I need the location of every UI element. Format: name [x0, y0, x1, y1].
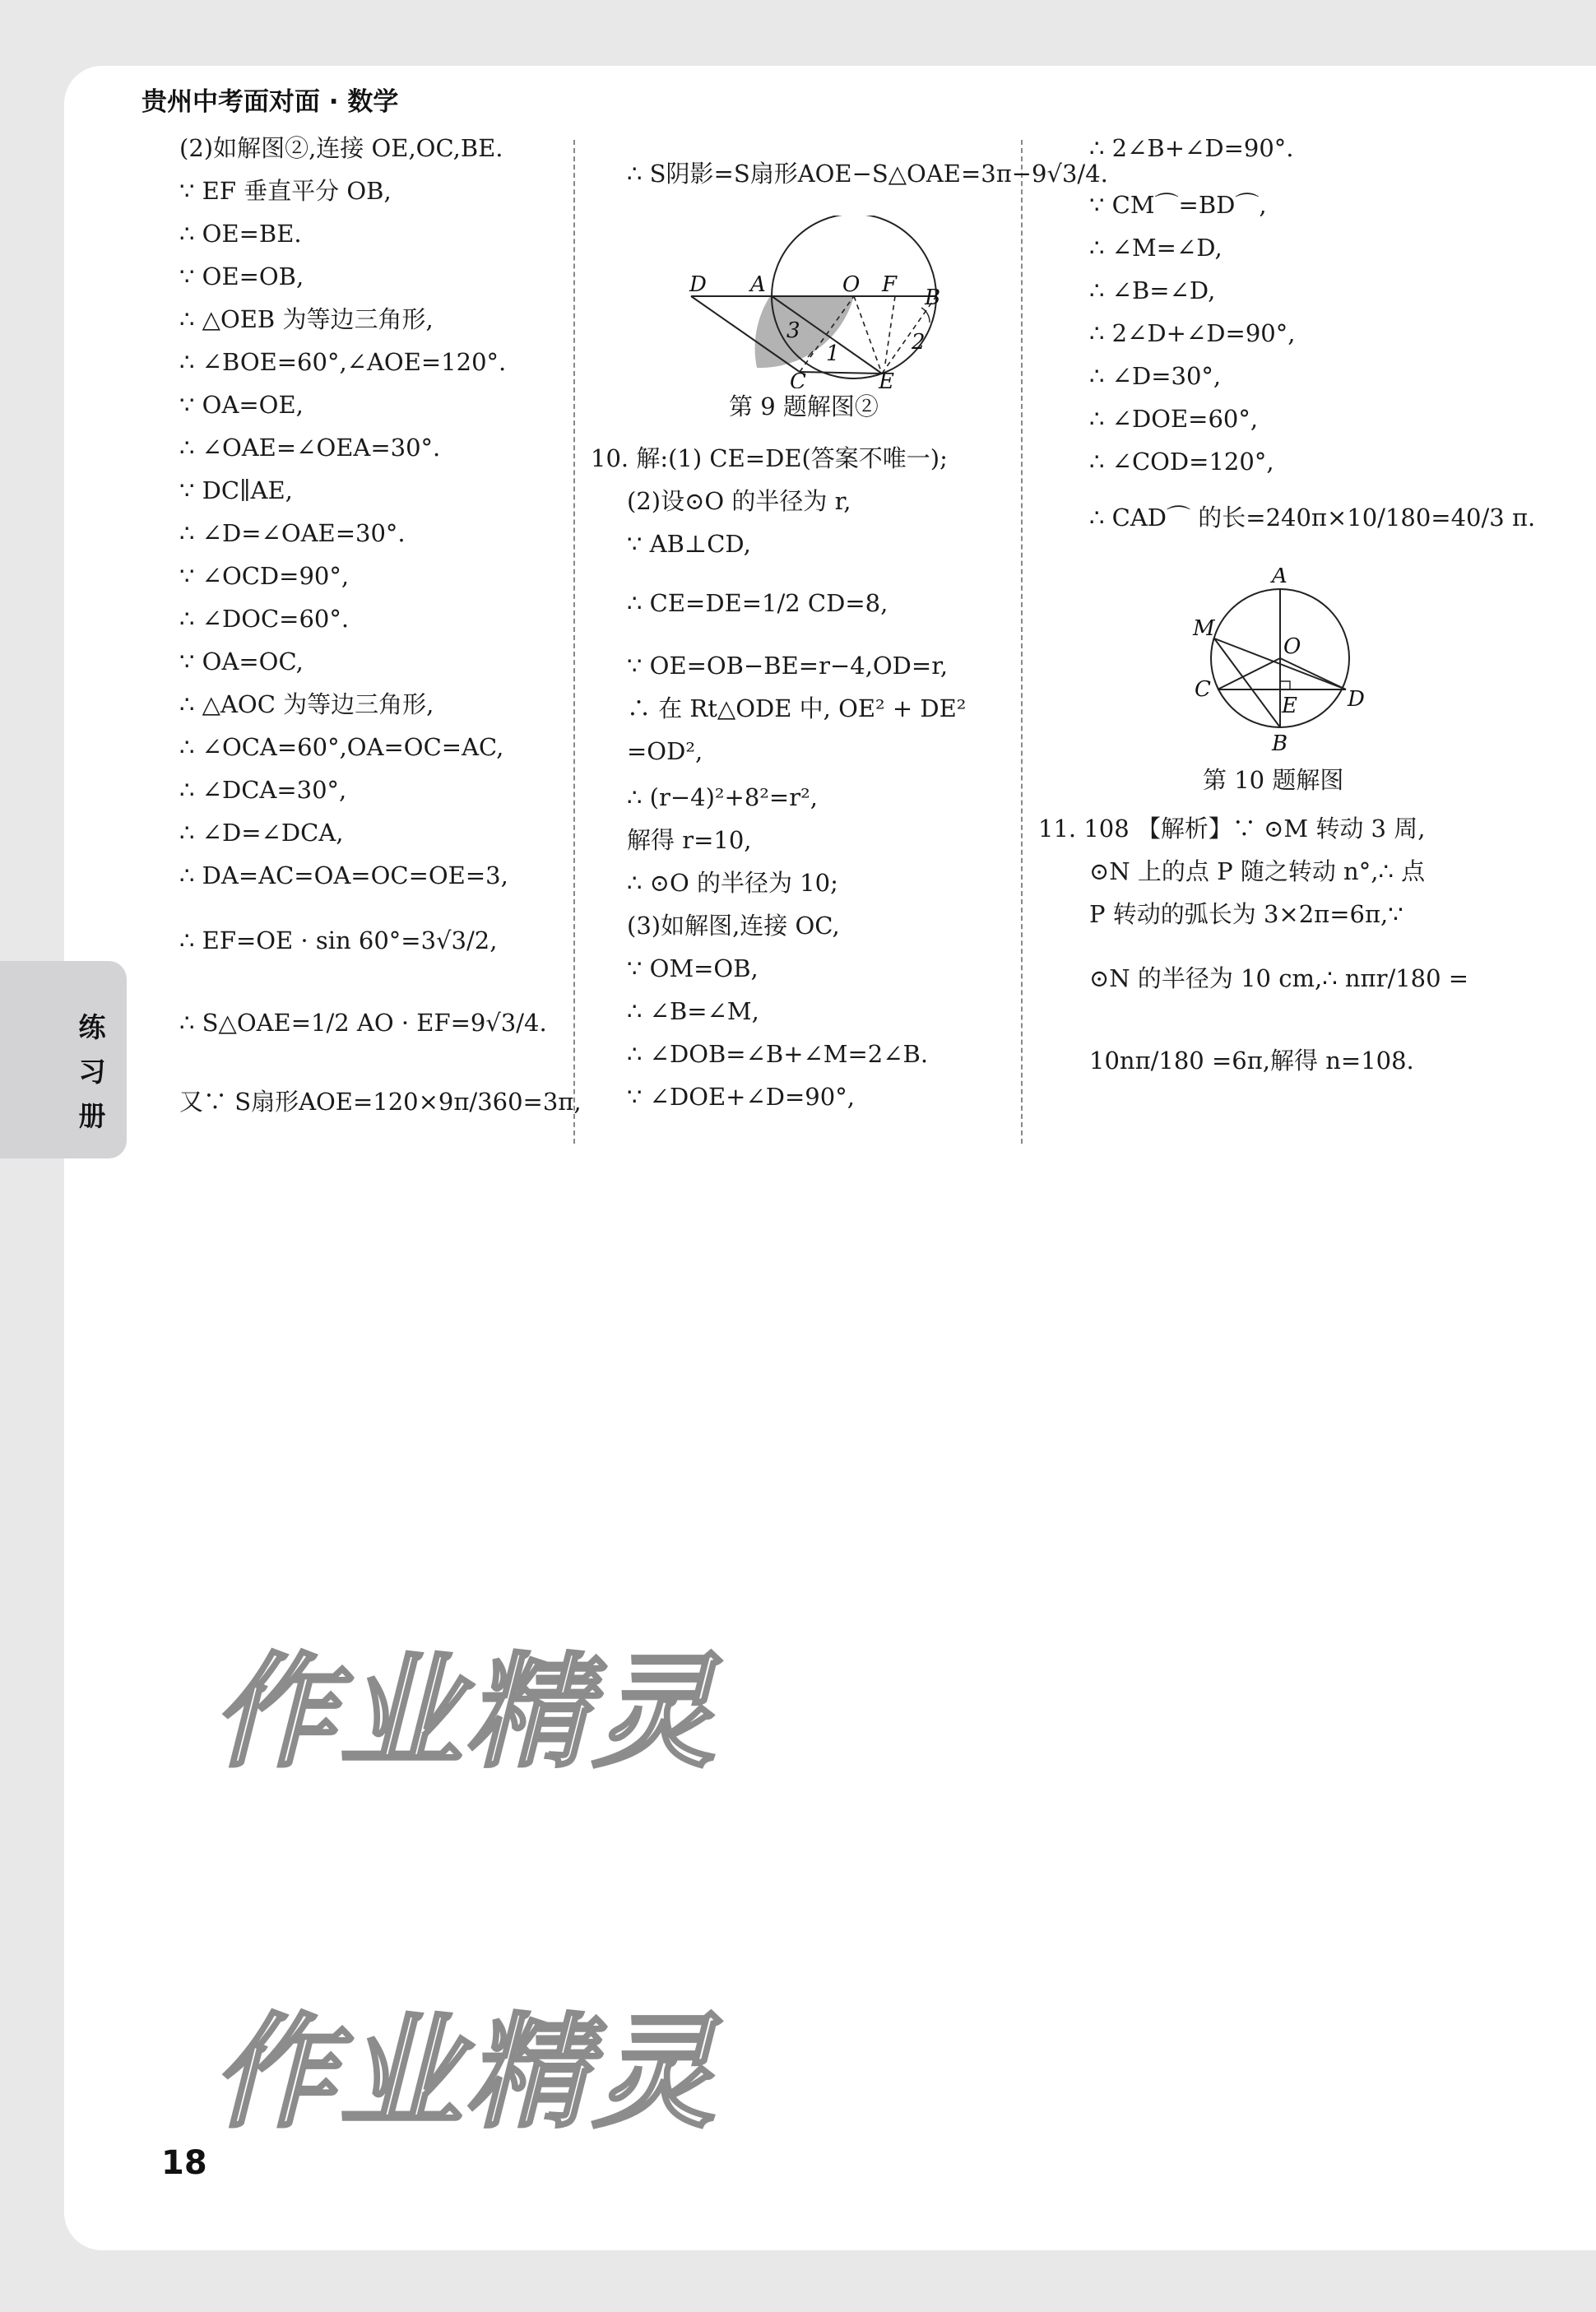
- solution-line: ∵ OE=OB−BE=r−4,OD=r,: [627, 652, 949, 680]
- solution-line: ∵ OA=OC,: [179, 648, 304, 675]
- figure-label: C: [1195, 677, 1211, 702]
- solution-line: ∴ ∠D=∠OAE=30°.: [179, 519, 406, 547]
- solution-line: 解得 r=10,: [627, 826, 752, 854]
- solution-line: ∴ 2∠D+∠D=90°,: [1089, 319, 1296, 347]
- solution-line: ∴ ∠B=∠D,: [1089, 276, 1216, 304]
- figure-label: 2: [912, 330, 926, 355]
- solution-line: (2)设⊙O 的半径为 r,: [627, 487, 851, 515]
- solution-line: ∴ △OEB 为等边三角形,: [179, 305, 434, 333]
- figure-label: 1: [826, 341, 840, 366]
- solution-line: ∴ ∠OAE=∠OEA=30°.: [179, 434, 441, 462]
- solution-line: ∴ 2∠B+∠D=90°.: [1089, 134, 1294, 162]
- figure-label: A: [750, 272, 766, 297]
- figure-label: F: [882, 272, 898, 297]
- solution-line: ∴ (r−4)²+8²=r²,: [627, 783, 818, 811]
- solution-line: ∴ ∠BOE=60°,∠AOE=120°.: [179, 348, 507, 376]
- figure-label: C: [790, 369, 806, 388]
- figure-10-diagram: [1183, 568, 1372, 757]
- figure-label: M: [1193, 616, 1215, 641]
- figure-label: B: [925, 286, 941, 310]
- solution-line: ∴ CAD⌒ 的长=240π×10/180=40/3 π.: [1089, 504, 1536, 532]
- solution-line: ∴ ∠DOB=∠B+∠M=2∠B.: [627, 1040, 929, 1068]
- solution-line: (2)如解图②,连接 OE,OC,BE.: [179, 134, 503, 162]
- side-tab-label: [76, 1005, 109, 1139]
- solution-line: 10nπ/180 =6π,解得 n=108.: [1089, 1047, 1414, 1075]
- watermark: 作业精灵: [212, 2002, 720, 2145]
- solution-line: ∴ ∠DCA=30°,: [179, 776, 347, 804]
- figure-label: E: [1282, 694, 1297, 718]
- solution-line: ∴ ∠COD=120°,: [1089, 448, 1274, 476]
- solution-line: ∴ ⊙O 的半径为 10;: [627, 869, 838, 897]
- solution-line: ⊙N 的半径为 10 cm,∴ nπr/180 =: [1089, 964, 1469, 992]
- page-header-title: 贵州中考面对面 · 数学: [142, 87, 399, 117]
- solution-line: ∴ ∠D=∠DCA,: [179, 819, 344, 847]
- solution-line: ∵ ∠DOE+∠D=90°,: [627, 1083, 855, 1111]
- solution-line: ∴ △AOC 为等边三角形,: [179, 690, 434, 718]
- solution-line: =OD²,: [627, 737, 703, 765]
- figure-label: E: [879, 369, 894, 388]
- figure-label: D: [1348, 687, 1365, 712]
- solution-line: ∴ ∠M=∠D,: [1089, 234, 1223, 262]
- solution-line: ∴ DA=AC=OA=OC=OE=3,: [179, 861, 508, 889]
- solution-line: ∴ CE=DE=1/2 CD=8,: [627, 589, 888, 617]
- solution-line: ∴ S阴影=S扇形AOE−S△OAE=3π−9√3/4.: [627, 160, 1108, 188]
- column-divider: [1021, 140, 1023, 1144]
- side-tab-char: 练 习 册: [78, 1011, 106, 1132]
- solution-line: ∵ ∠OCD=90°,: [179, 562, 350, 590]
- solution-line: ∴ ∠DOE=60°,: [1089, 405, 1259, 433]
- solution-line: ∵ OM=OB,: [627, 954, 759, 982]
- solution-line: ∴ OE=BE.: [179, 220, 302, 248]
- figure-label: B: [1272, 731, 1288, 756]
- solution-line: ⊙N 上的点 P 随之转动 n°,∴ 点: [1089, 857, 1426, 885]
- solution-line: ∵ CM⌒=BD⌒,: [1089, 191, 1267, 219]
- solution-line: ∴ 在 Rt△ODE 中, OE² + DE²: [627, 694, 967, 722]
- solution-line: ∴ ∠D=30°,: [1089, 362, 1222, 390]
- solution-line: 10. 解:(1) CE=DE(答案不唯一);: [591, 444, 948, 472]
- solution-line: 11. 108 【解析】∵ ⊙M 转动 3 周,: [1038, 815, 1426, 843]
- solution-line: ∵ OA=OE,: [179, 391, 304, 419]
- solution-line: ∴ ∠OCA=60°,OA=OC=AC,: [179, 733, 504, 761]
- solution-line: ∵ EF 垂直平分 OB,: [179, 177, 392, 205]
- page-number: 18: [161, 2144, 207, 2182]
- figure-label: O: [842, 272, 861, 297]
- solution-line: P 转动的弧长为 3×2π=6π,∵: [1089, 900, 1403, 928]
- solution-line: ∴ ∠B=∠M,: [627, 997, 759, 1025]
- figure-label: D: [689, 272, 707, 297]
- figure-9-caption: 第 9 题解图②: [729, 392, 879, 420]
- figure-9-diagram: [675, 216, 954, 388]
- figure-label: A: [1272, 568, 1287, 588]
- solution-line: ∵ AB⊥CD,: [627, 530, 751, 558]
- solution-line: ∵ OE=OB,: [179, 262, 304, 290]
- solution-line: 又∵ S扇形AOE=120×9π/360=3π,: [179, 1088, 582, 1116]
- solution-line: ∴ ∠DOC=60°.: [179, 605, 350, 633]
- figure-label: O: [1283, 634, 1301, 659]
- solution-line: ∴ EF=OE · sin 60°=3√3/2,: [179, 926, 498, 954]
- figure-10-caption: 第 10 题解图: [1203, 766, 1344, 794]
- figure-label: 3: [786, 318, 800, 343]
- solution-line: ∵ DC∥AE,: [179, 476, 293, 504]
- column-divider: [573, 140, 575, 1144]
- solution-line: (3)如解图,连接 OC,: [627, 912, 840, 940]
- watermark: 作业精灵: [212, 1641, 720, 1785]
- solution-line: ∴ S△OAE=1/2 AO · EF=9√3/4.: [179, 1009, 547, 1037]
